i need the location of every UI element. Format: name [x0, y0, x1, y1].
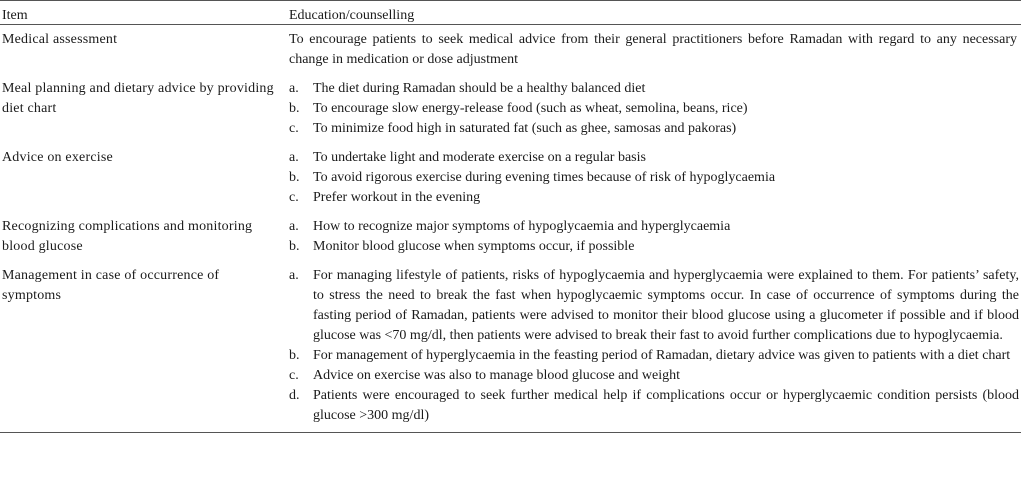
row-education-list [287, 143, 1021, 212]
list-marker: b. [289, 170, 300, 185]
list-text: The diet during Ramadan should be a healthy balanced diet [313, 81, 646, 96]
table-row [0, 143, 1021, 212]
list-text: For management of hyperglycaemia in the feasting period of Ramadan, dietary advice was given to patients with a diet chart [313, 348, 1011, 363]
list-text: To encourage slow energy-release food (such as wheat, semolina, beans, rice) [313, 101, 748, 116]
list-marker: a. [289, 81, 299, 96]
list-marker: a. [289, 268, 299, 283]
row-item-label: Meal planning and dietary advice by providing diet chart [2, 81, 274, 116]
table-row [0, 74, 1021, 143]
list-item [289, 148, 1019, 168]
row-education-list [287, 261, 1021, 433]
list-item [289, 237, 1019, 257]
list-item [289, 266, 1019, 346]
list-text: For managing lifestyle of patients, risks of hypoglycaemia and hyperglycaemia were explained to them. For patients’ safety, to stress the need to break the fast when hypoglycaemic symptoms occur. In case of occurrence of symptoms during the fasting period of Ramadan, patients were advised to monitor their blood glucose using a glucometer if possible and if blood glucose was <70 mg/dl, then patients were advised to break their fast to avoid further complications due to hypoglycaemia. [313, 268, 1019, 343]
row-item-label: Medical assessment [2, 32, 118, 47]
list-marker: c. [289, 121, 299, 136]
list-marker: b. [289, 348, 300, 363]
list-item [289, 366, 1019, 386]
list-text: Prefer workout in the evening [313, 190, 481, 205]
list-marker: a. [289, 219, 299, 234]
row-item-label: Recognizing complications and monitoring blood glucose [2, 219, 253, 254]
list-marker: c. [289, 368, 299, 383]
table-row [0, 212, 1021, 261]
list-item [289, 217, 1019, 237]
list-text: To undertake light and moderate exercise on a regular basis [313, 150, 646, 165]
list-text: How to recognize major symptoms of hypoglycaemia and hyperglycaemia [313, 219, 731, 234]
list-marker: a. [289, 150, 299, 165]
list-marker: d. [289, 388, 300, 403]
list-item [289, 188, 1019, 208]
list-item [289, 346, 1019, 366]
table-row [0, 25, 1021, 75]
row-item-label: Management in case of occurrence of symptoms [0, 261, 287, 433]
row-education-list [287, 212, 1021, 261]
list-text: Monitor blood glucose when symptoms occur, if possible [313, 239, 635, 254]
list-marker: b. [289, 101, 300, 116]
row-education-list [287, 74, 1021, 143]
list-item [289, 168, 1019, 188]
header-row [0, 1, 1021, 25]
list-text: Patients were encouraged to seek further medical help if complications occur or hyperglycaemic condition persists (blood glucose >300 mg/dl) [313, 388, 1019, 423]
row-education-text: To encourage patients to seek medical advice from their general practitioners before Ramadan with regard to any necessary change in medication or dose adjustment [289, 32, 1017, 67]
list-text: To avoid rigorous exercise during evening times because of risk of hypoglycaemia [313, 170, 776, 185]
table-row [0, 261, 1021, 433]
list-item [289, 99, 1019, 119]
row-item-label: Advice on exercise [2, 150, 113, 165]
list-item [289, 386, 1019, 426]
column-header-item: Item [0, 1, 287, 25]
list-item [289, 79, 1019, 99]
list-marker: b. [289, 239, 300, 254]
list-text: Advice on exercise was also to manage blood glucose and weight [313, 368, 681, 383]
list-text: To minimize food high in saturated fat (such as ghee, samosas and pakoras) [313, 121, 737, 136]
column-header-education: Education/counselling [287, 1, 1021, 25]
list-item [289, 119, 1019, 139]
list-marker: c. [289, 190, 299, 205]
